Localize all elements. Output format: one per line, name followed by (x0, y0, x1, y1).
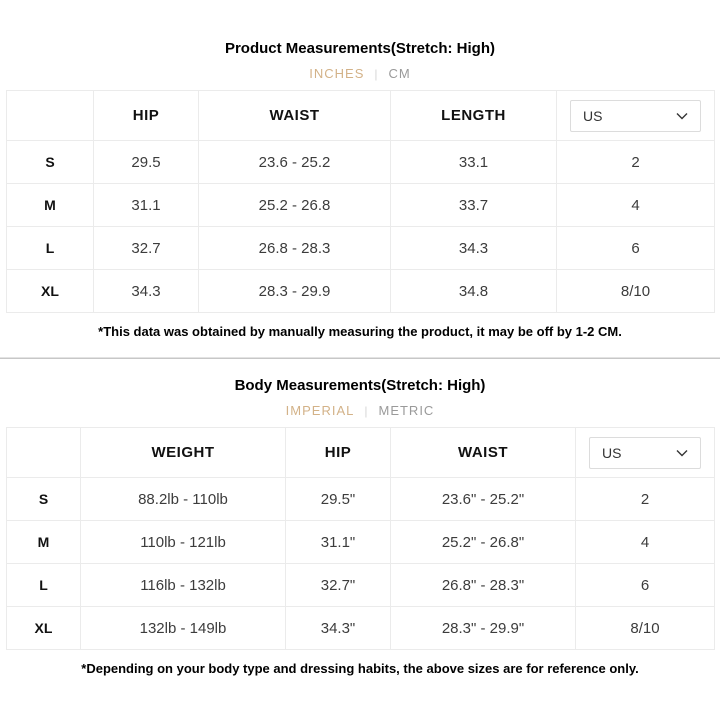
size-standard-header-cell (576, 428, 715, 478)
waist-value: 25.2" - 26.8" (391, 521, 576, 564)
table-row (7, 521, 715, 564)
unit-cm-tab[interactable]: CM (388, 66, 411, 81)
unit-inches-tab[interactable]: INCHES (309, 66, 365, 81)
length-value: 34.8 (391, 270, 557, 313)
body-measurements-footnote: *Depending on your body type and dressing habits, the above sizes are for reference only. (81, 661, 639, 676)
table-row (7, 564, 715, 607)
unit-separator: | (364, 404, 369, 418)
size-label: XL (7, 607, 81, 650)
select-value: US (583, 107, 603, 124)
weight-value: 88.2lb - 110lb (81, 478, 286, 521)
chevron-down-icon (676, 449, 688, 457)
length-value: 34.3 (391, 227, 557, 270)
hip-value: 31.1 (94, 184, 199, 227)
table-header-row (7, 428, 715, 478)
table-header-row (7, 91, 715, 141)
weight-value: 116lb - 132lb (81, 564, 286, 607)
select-value: US (602, 444, 622, 461)
body-measurements-table (6, 427, 715, 650)
size-standard-header-cell (557, 91, 715, 141)
product-measurements-title: Product Measurements(Stretch: High) (224, 40, 496, 57)
hip-value: 32.7 (94, 227, 199, 270)
us-size-value: 6 (576, 564, 715, 607)
waist-value: 26.8" - 28.3" (391, 564, 576, 607)
waist-value: 23.6 - 25.2 (199, 141, 391, 184)
column-header-waist: WAIST (199, 91, 391, 141)
waist-value: 28.3" - 29.9" (391, 607, 576, 650)
size-label: L (7, 564, 81, 607)
weight-value: 110lb - 121lb (81, 521, 286, 564)
table-row (7, 270, 715, 313)
chevron-down-icon (676, 112, 688, 120)
hip-value: 34.3 (94, 270, 199, 313)
column-header-weight: WEIGHT (81, 428, 286, 478)
table-row (7, 478, 715, 521)
product-measurements-footnote: *This data was obtained by manually measuring the product, it may be off by 1-2 CM. (98, 324, 622, 339)
us-size-value: 2 (557, 141, 715, 184)
us-size-value: 2 (576, 478, 715, 521)
size-label: XL (7, 270, 94, 313)
corner-cell (7, 428, 81, 478)
size-label: S (7, 141, 94, 184)
table-row (7, 141, 715, 184)
us-size-value: 4 (557, 184, 715, 227)
column-header-waist: WAIST (391, 428, 576, 478)
body-unit-toggle (0, 403, 720, 419)
product-measurements-table (6, 90, 715, 313)
length-value: 33.7 (391, 184, 557, 227)
table-row (7, 607, 715, 650)
us-size-standard-select-body[interactable] (589, 437, 701, 469)
hip-value: 29.5 (94, 141, 199, 184)
column-header-hip: HIP (286, 428, 391, 478)
corner-cell (7, 91, 94, 141)
product-unit-toggle (0, 66, 720, 82)
unit-metric-tab[interactable]: METRIC (378, 403, 435, 418)
column-header-hip: HIP (94, 91, 199, 141)
us-size-standard-select[interactable] (570, 100, 701, 132)
table-row (7, 227, 715, 270)
hip-value: 29.5" (286, 478, 391, 521)
waist-value: 28.3 - 29.9 (199, 270, 391, 313)
waist-value: 26.8 - 28.3 (199, 227, 391, 270)
waist-value: 23.6" - 25.2" (391, 478, 576, 521)
section-divider (0, 357, 720, 359)
waist-value: 25.2 - 26.8 (199, 184, 391, 227)
table-row (7, 184, 715, 227)
length-value: 33.1 (391, 141, 557, 184)
unit-imperial-tab[interactable]: IMPERIAL (285, 403, 355, 418)
hip-value: 31.1" (286, 521, 391, 564)
unit-separator: | (374, 67, 379, 81)
us-size-value: 6 (557, 227, 715, 270)
weight-value: 132lb - 149lb (81, 607, 286, 650)
size-label: M (7, 184, 94, 227)
hip-value: 34.3" (286, 607, 391, 650)
size-label: L (7, 227, 94, 270)
hip-value: 32.7" (286, 564, 391, 607)
us-size-value: 8/10 (576, 607, 715, 650)
body-measurements-title: Body Measurements(Stretch: High) (234, 377, 486, 394)
size-label: M (7, 521, 81, 564)
us-size-value: 4 (576, 521, 715, 564)
us-size-value: 8/10 (557, 270, 715, 313)
column-header-length: LENGTH (391, 91, 557, 141)
size-label: S (7, 478, 81, 521)
